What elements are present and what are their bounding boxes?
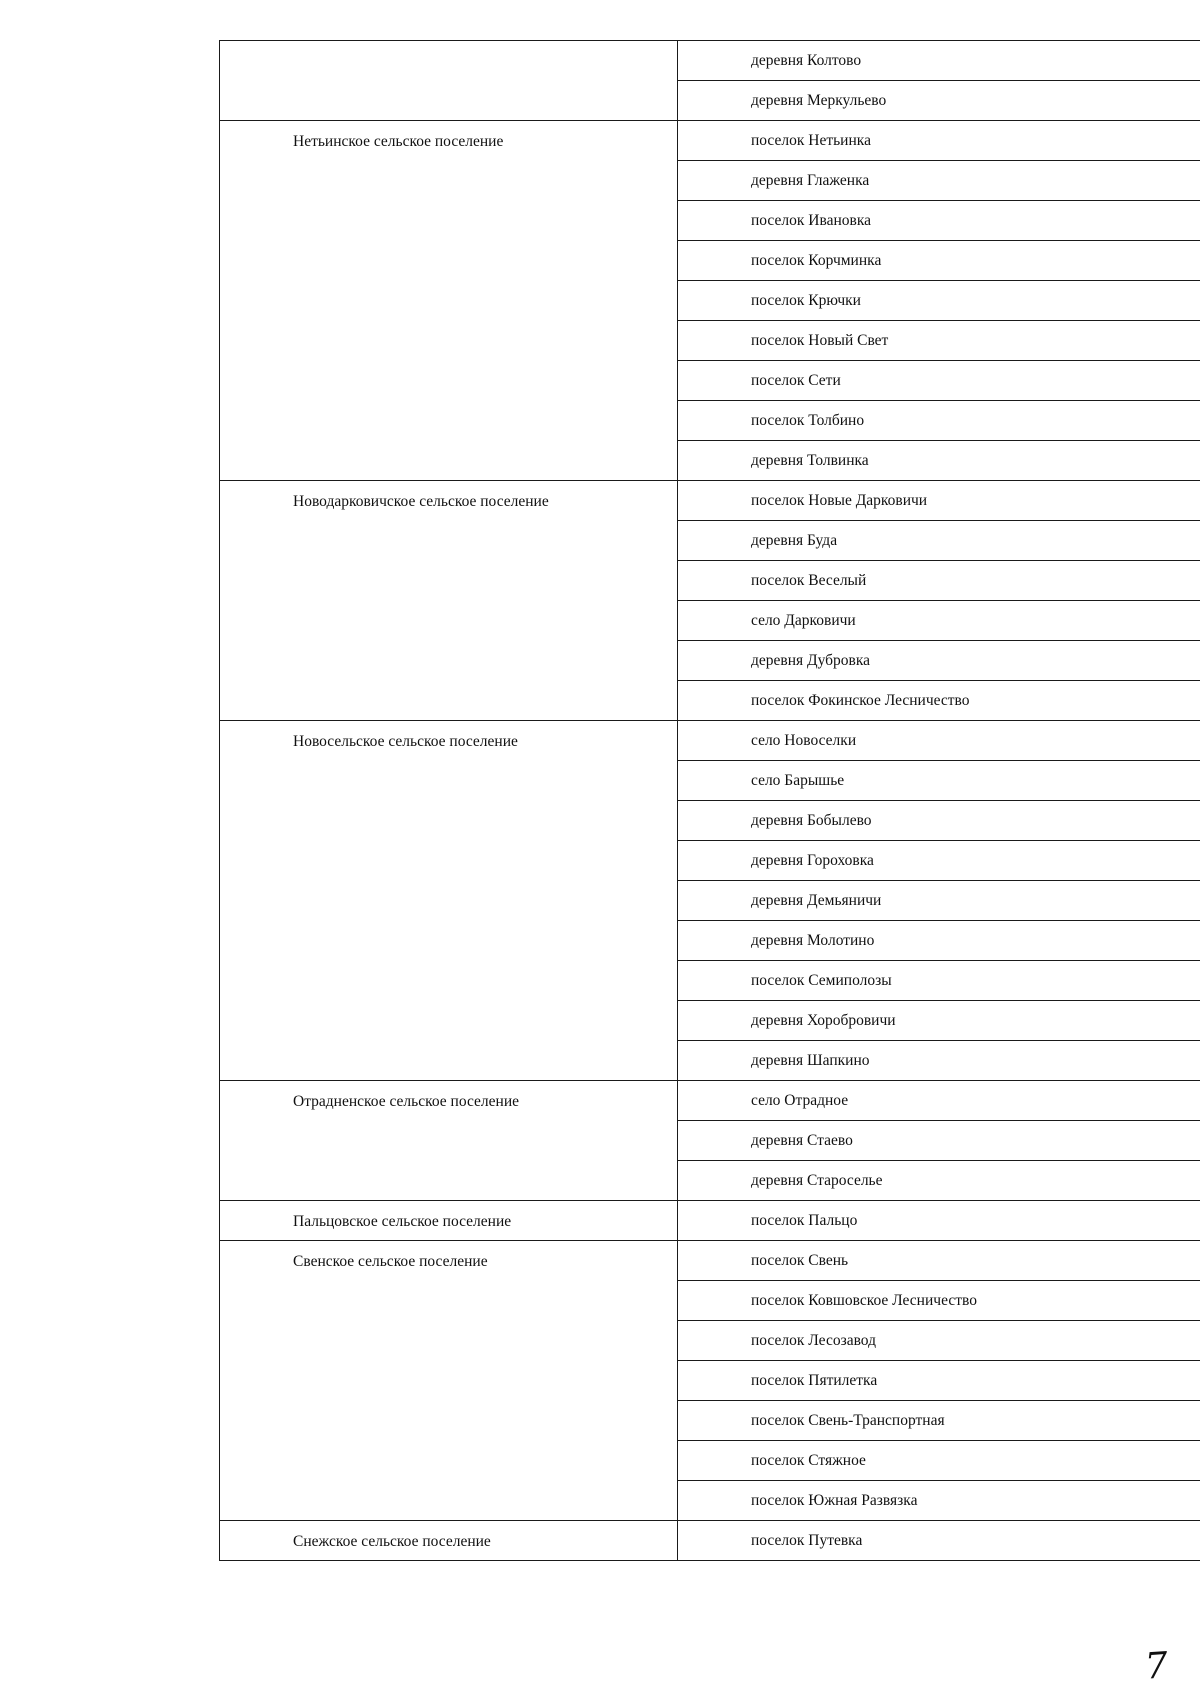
locality-cell [678, 241, 1200, 281]
locality-cell [678, 1161, 1200, 1201]
locality-cell [678, 761, 1200, 801]
table-row [220, 1201, 1200, 1241]
locality-name: поселок Лесозавод [751, 1331, 876, 1349]
locality-cell [678, 1361, 1200, 1401]
settlement-name: Новосельское сельское поселение [220, 721, 678, 1081]
locality-name: деревня Дубровка [751, 651, 871, 669]
table-row [220, 1081, 1200, 1121]
locality-name: поселок Новый Свет [751, 331, 889, 349]
locality-cell [678, 641, 1200, 681]
locality-cell [678, 721, 1200, 761]
locality-cell [678, 201, 1200, 241]
locality-name: деревня Гороховка [751, 851, 874, 869]
locality-name: поселок Свень-Транспортная [751, 1411, 945, 1429]
locality-name: поселок Свень [751, 1251, 849, 1269]
locality-cell [678, 1001, 1200, 1041]
locality-name: деревня Молотино [751, 931, 875, 949]
table-row [220, 1241, 1200, 1281]
settlements-table [219, 40, 1200, 1561]
locality-cell [678, 401, 1200, 441]
locality-cell [678, 921, 1200, 961]
table-body [220, 41, 1200, 1561]
locality-cell [678, 481, 1200, 521]
locality-cell [678, 441, 1200, 481]
settlement-name: Пальцовское сельское поселение [220, 1201, 678, 1241]
settlement-name: Свенское сельское поселение [220, 1241, 678, 1521]
locality-name: поселок Семиполозы [751, 971, 892, 989]
locality-name: поселок Крючки [751, 291, 861, 309]
locality-name: село Отрадное [751, 1091, 849, 1109]
locality-name: поселок Ковшовское Лесничество [751, 1291, 977, 1309]
table-row [220, 721, 1200, 761]
locality-name: деревня Стаево [751, 1131, 853, 1149]
locality-name: деревня Глаженка [751, 171, 870, 189]
settlement-name: Снежское сельское поселение [220, 1521, 678, 1561]
locality-name: деревня Меркульево [751, 91, 887, 109]
locality-cell [678, 561, 1200, 601]
settlement-name [220, 41, 678, 121]
locality-name: поселок Веселый [751, 571, 867, 589]
locality-name: поселок Пальцо [751, 1211, 858, 1229]
locality-name: поселок Южная Развязка [751, 1491, 918, 1509]
locality-cell [678, 321, 1200, 361]
locality-name: деревня Демьяничи [751, 891, 882, 909]
locality-name: поселок Путевка [751, 1531, 863, 1549]
locality-cell [678, 1081, 1200, 1121]
locality-cell [678, 361, 1200, 401]
locality-name: поселок Толбино [751, 411, 865, 429]
locality-cell [678, 521, 1200, 561]
locality-cell [678, 1201, 1200, 1241]
table-row [220, 481, 1200, 521]
locality-cell [678, 1441, 1200, 1481]
locality-cell [678, 161, 1200, 201]
locality-cell [678, 1041, 1200, 1081]
locality-cell [678, 81, 1200, 121]
locality-name: поселок Корчминка [751, 251, 882, 269]
locality-name: деревня Толвинка [751, 451, 869, 469]
locality-cell [678, 1481, 1200, 1521]
locality-cell [678, 121, 1200, 161]
locality-name: село Дарковичи [751, 611, 856, 629]
locality-name: поселок Новые Дарковичи [751, 491, 928, 509]
locality-cell [678, 1281, 1200, 1321]
locality-name: деревня Хоробровичи [751, 1011, 896, 1029]
locality-cell [678, 41, 1200, 81]
locality-cell [678, 1321, 1200, 1361]
locality-cell [678, 281, 1200, 321]
table-row [220, 121, 1200, 161]
locality-name: село Барышье [751, 771, 845, 789]
locality-cell [678, 881, 1200, 921]
locality-name: поселок Ивановка [751, 211, 871, 229]
locality-name: деревня Шапкино [751, 1051, 870, 1069]
locality-name: поселок Пятилетка [751, 1371, 878, 1389]
locality-cell [678, 961, 1200, 1001]
locality-cell [678, 841, 1200, 881]
locality-name: деревня Староселье [751, 1171, 883, 1189]
locality-name: поселок Нетьинка [751, 131, 871, 149]
locality-name: поселок Сети [751, 371, 841, 389]
locality-cell [678, 1121, 1200, 1161]
locality-cell [678, 801, 1200, 841]
table-row [220, 1521, 1200, 1561]
locality-name: поселок Стяжное [751, 1451, 866, 1469]
locality-name: деревня Буда [751, 531, 838, 549]
locality-cell [678, 1401, 1200, 1441]
locality-cell [678, 1241, 1200, 1281]
locality-name: деревня Бобылево [751, 811, 872, 829]
settlement-name: Отрадненское сельское поселение [220, 1081, 678, 1201]
page-number: 7 [1143, 1645, 1170, 1688]
locality-cell [678, 681, 1200, 721]
locality-name: село Новоселки [751, 731, 857, 749]
locality-cell [678, 1521, 1200, 1561]
locality-name: деревня Колтово [751, 51, 862, 69]
settlement-name: Новодарковичское сельское поселение [220, 481, 678, 721]
table-row [220, 41, 1200, 81]
settlement-name: Нетьинское сельское поселение [220, 121, 678, 481]
locality-name: поселок Фокинское Лесничество [751, 691, 970, 709]
locality-cell [678, 601, 1200, 641]
